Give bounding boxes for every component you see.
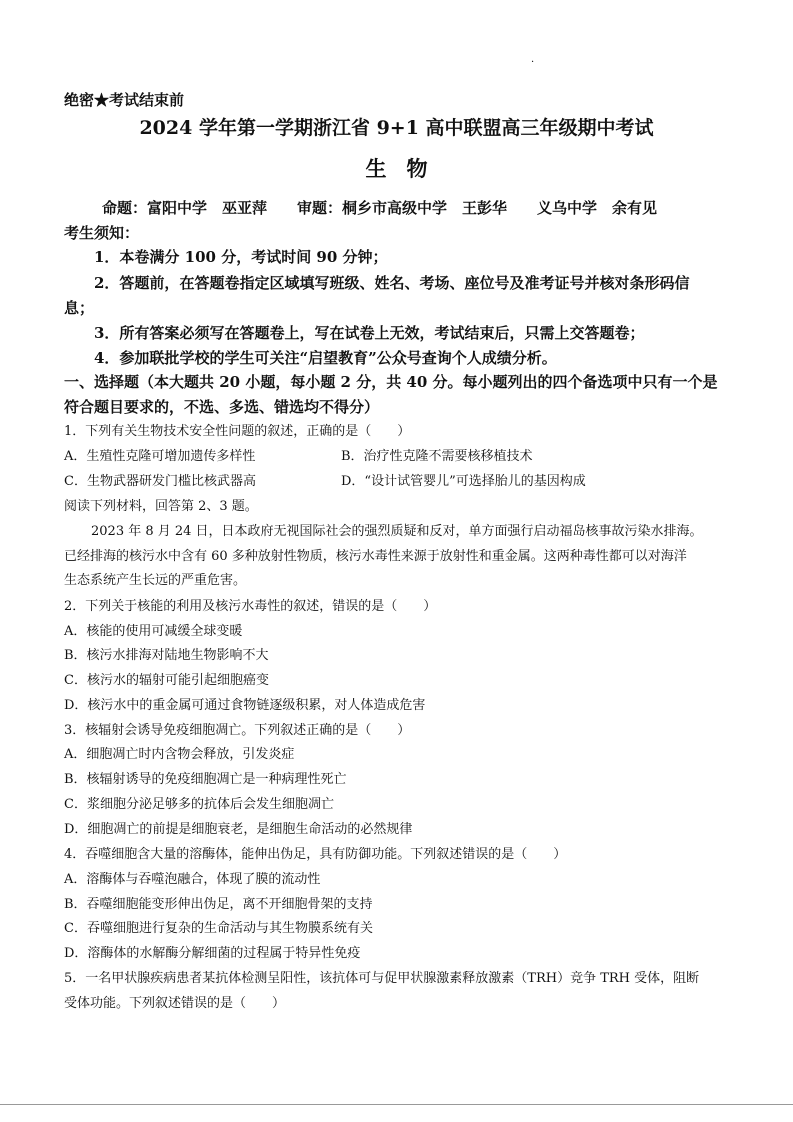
q5-stem: 5．一名甲状腺疾病患者某抗体检测呈阳性，该抗体可与促甲状腺激素释放激素（TRH）竞争 TRH 受体，阻断 xyxy=(64,971,700,986)
q3-option-b: B．核辐射诱导的免疫细胞凋亡是一种病理性死亡 xyxy=(64,772,347,787)
reading-intro: 阅读下列材料，回答第 2、3 题。 xyxy=(64,499,258,514)
q4-option-a: A．溶酶体与吞噬泡融合，体现了膜的流动性 xyxy=(64,872,321,887)
q4-option-c: C．吞噬细胞进行复杂的生命活动与其生物膜系统有关 xyxy=(64,921,373,936)
notice-item-3: 3．所有答案必须写在答题卷上，写在试卷上无效，考试结束后，只需上交答题卷； xyxy=(94,324,645,342)
q3-option-d: D．细胞凋亡的前提是细胞衰老，是细胞生命活动的必然规律 xyxy=(64,822,413,837)
q1-option-c: C．生物武器研发门槛比核武器高 xyxy=(64,474,256,489)
q2-option-c: C．核污水的辐射可能引起细胞癌变 xyxy=(64,673,269,688)
q2-option-d: D．核污水中的重金属可通过食物链逐级积累，对人体造成危害 xyxy=(64,698,426,713)
q4-option-d: D．溶酶体的水解酶分解细菌的过程属于特异性免疫 xyxy=(64,946,361,961)
confidential-label: 绝密★考试结束前 xyxy=(64,91,185,109)
notice-item-2: 2．答题前，在答题卷指定区域填写班级、姓名、考场、座位号及准考证号并核对条形码信 xyxy=(94,274,690,292)
notice-item-2-cont: 息； xyxy=(64,299,95,317)
exam-title: 2024 学年第一学期浙江省 9+1 高中联盟高三年级期中考试 xyxy=(139,117,654,139)
q2-stem: 2．下列关于核能的利用及核污水毒性的叙述，错误的是（ ） xyxy=(64,599,437,614)
reading-paragraph-3: 生态系统产生长远的严重危害。 xyxy=(64,573,247,588)
q1-stem: 1．下列有关生物技术安全性问题的叙述，正确的是（ ） xyxy=(64,424,411,439)
page-bottom-rule xyxy=(0,1104,793,1105)
q3-stem: 3．核辐射会诱导免疫细胞凋亡。下列叙述正确的是（ ） xyxy=(64,723,411,738)
notice-item-4: 4．参加联批学校的学生可关注“启望教育”公众号查询个人成绩分析。 xyxy=(94,349,557,367)
q1-option-a: A．生殖性克隆可增加遗传多样性 xyxy=(64,449,256,464)
q1-option-d: D．“设计试管婴儿”可选择胎儿的基因构成 xyxy=(341,474,586,489)
notice-heading: 考生须知： xyxy=(64,224,140,242)
author-line: 命题：富阳中学 巫亚萍 审题：桐乡市高级中学 王彭华 义乌中学 余有见 xyxy=(102,199,658,217)
q3-option-a: A．细胞凋亡时内含物会释放，引发炎症 xyxy=(64,747,295,762)
section-heading-cont: 符合题目要求的，不选、多选、错选均不得分） xyxy=(64,398,380,416)
reading-paragraph-1: 2023 年 8 月 24 日，日本政府无视国际社会的强烈质疑和反对，单方面强行启动福岛核事故污染水排海。 xyxy=(91,524,703,539)
notice-item-1: 1．本卷满分 100 分，考试时间 90 分钟； xyxy=(94,248,388,266)
section-heading: 一、选择题（本大题共 20 小题，每小题 2 分，共 40 分。每小题列出的四个备选项中只有一个是 xyxy=(64,373,718,391)
q5-stem-cont: 受体功能。下列叙述错误的是（ ） xyxy=(64,996,286,1011)
q4-stem: 4．吞噬细胞含大量的溶酶体，能伸出伪足，具有防御功能。下列叙述错误的是（ ） xyxy=(64,847,567,862)
reading-paragraph-2: 已经排海的核污水中含有 60 多种放射性物质，核污水毒性来源于放射性和重金属。这两种毒性都可以对海洋 xyxy=(64,549,687,564)
q1-option-b: B．治疗性克隆不需要核移植技术 xyxy=(341,449,533,464)
subject-title: 生物 xyxy=(365,156,448,181)
q4-option-b: B．吞噬细胞能变形伸出伪足，离不开细胞骨架的支持 xyxy=(64,897,373,912)
scan-mark: · xyxy=(531,57,535,68)
q3-option-c: C．浆细胞分泌足够多的抗体后会发生细胞凋亡 xyxy=(64,797,334,812)
q2-option-a: A．核能的使用可减缓全球变暖 xyxy=(64,624,243,639)
q2-option-b: B．核污水排海对陆地生物影响不大 xyxy=(64,648,269,663)
